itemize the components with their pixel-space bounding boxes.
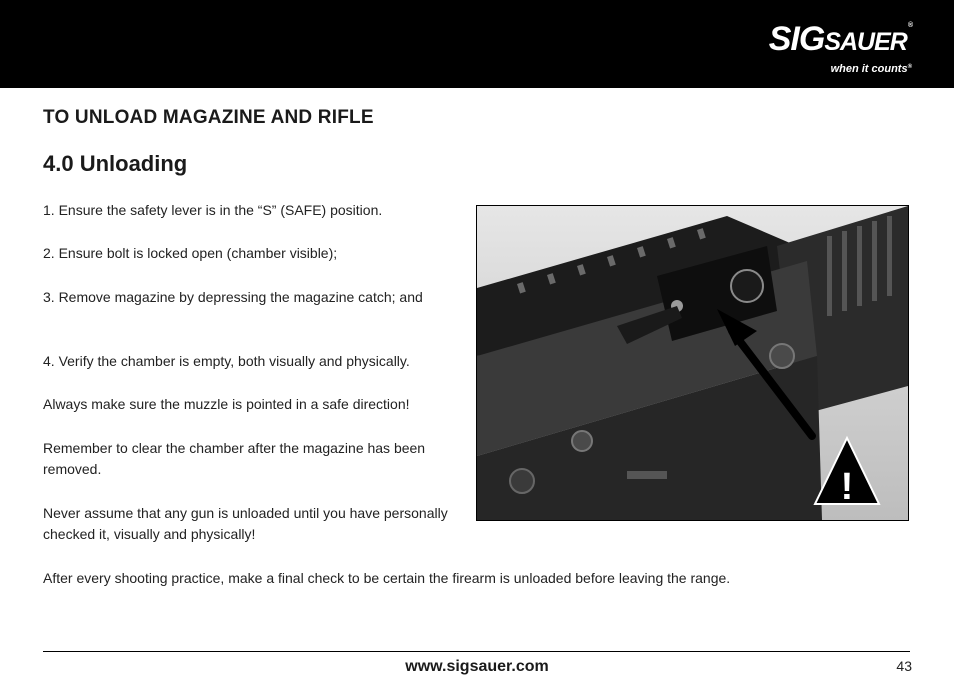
bolt-face <box>731 270 763 302</box>
note-final-check: After every shooting practice, make a final check to be certain the firearm is unloaded before leaving the range. <box>43 570 731 586</box>
logo-sauer: SAUER <box>824 28 907 56</box>
tagline-text: when it counts <box>830 63 908 75</box>
website-link[interactable]: www.sigsauer.com <box>405 658 549 675</box>
rifle-receiver-photo <box>476 205 909 521</box>
page-number: 43 <box>896 658 912 674</box>
step-verify-chamber: 4. Verify the chamber is empty, both visually and physically. <box>43 353 410 369</box>
logo-registered-mark: ® <box>907 22 912 29</box>
section-title: TO UNLOAD MAGAZINE AND RIFLE <box>43 107 374 128</box>
pivot-pin <box>572 431 592 451</box>
step-safety-lever: 1. Ensure the safety lever is in the “S” (SAFE) position. <box>43 202 383 218</box>
step-bolt-locked: 2. Ensure bolt is locked open (chamber visible); <box>43 245 338 261</box>
note-muzzle-direction: Always make sure the muzzle is pointed in a safe direction! <box>43 396 410 412</box>
rifle-illustration <box>477 206 908 520</box>
subsection-title: 4.0 Unloading <box>43 151 188 176</box>
logo-tagline <box>831 64 912 75</box>
forward-assist <box>770 344 794 368</box>
footer-rule <box>43 651 910 652</box>
magazine-catch <box>510 469 534 493</box>
bolt-catch <box>627 471 667 479</box>
step-remove-magazine: 3. Remove magazine by depressing the magazine catch; and <box>43 289 423 305</box>
sig-sauer-logo <box>768 20 914 78</box>
note-never-assume: Never assume that any gun is unloaded until you have personally checked it, visually and physically! <box>43 505 448 542</box>
note-clear-chamber: Remember to clear the chamber after the magazine has been removed. <box>43 440 426 477</box>
warning-symbol: ! <box>840 466 854 508</box>
logo-wordmark <box>769 22 912 56</box>
header-bar <box>0 0 954 88</box>
tagline-registered-mark: ® <box>907 64 912 70</box>
logo-sig: SIG <box>768 20 825 58</box>
